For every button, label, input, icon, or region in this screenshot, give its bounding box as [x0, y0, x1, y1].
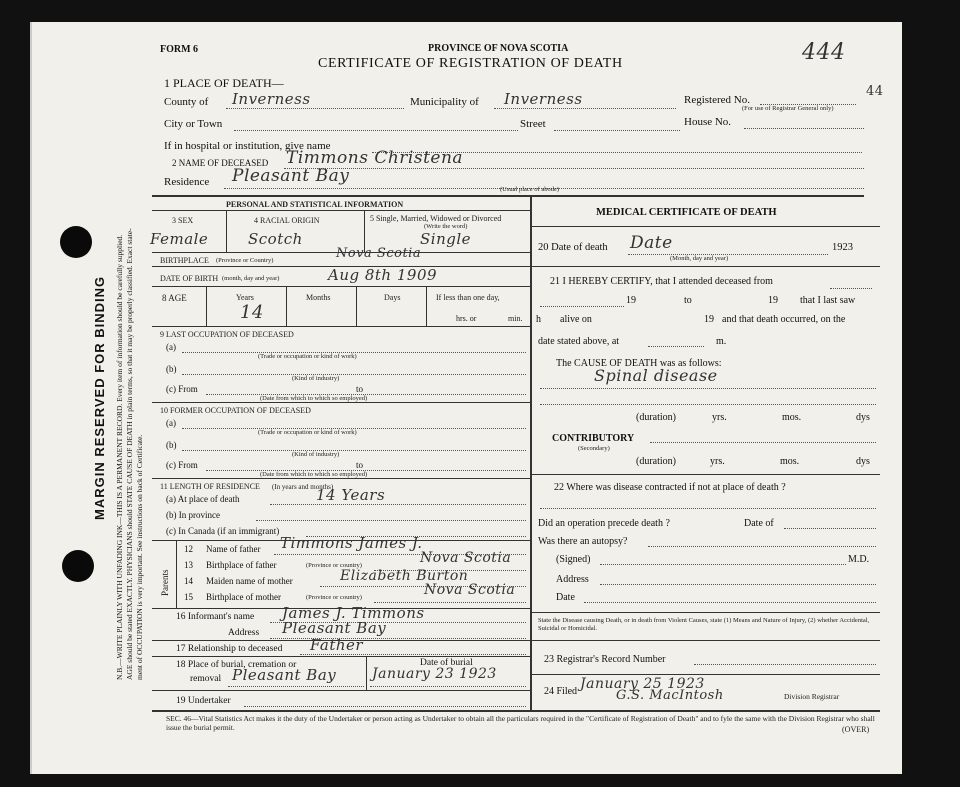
burial-label-1: 18 Place of burial, cremation or: [176, 660, 297, 670]
last-occ-to: to: [356, 384, 364, 394]
birthplace-label: BIRTHPLACE: [160, 256, 209, 265]
county-label: County of: [164, 96, 209, 108]
burial-place-value: Pleasant Bay: [232, 666, 337, 684]
birthplace-value: Nova Scotia: [336, 246, 422, 261]
father-name-label: Name of father: [206, 544, 261, 554]
margin-binding-label: MARGIN RESERVED FOR BINDING: [92, 275, 107, 520]
former-occ-trade-note: (Trade or occupation or kind of work): [258, 429, 357, 436]
md-label: M.D.: [848, 554, 870, 565]
certificate-number: 444: [802, 40, 846, 65]
mother-birth-note: (Province or country): [306, 594, 362, 601]
marital-value: Single: [420, 230, 472, 248]
burial-label-2: removal: [190, 674, 222, 684]
cause-dys: dys: [856, 412, 870, 423]
mother-name-label: Maiden name of mother: [206, 576, 293, 586]
residence-at-place-label: (a) At place of death: [166, 494, 240, 504]
burial-date-label: Date of burial: [420, 658, 473, 668]
marital-note: (Write the word): [424, 223, 468, 230]
father-birth-note: (Province or country): [306, 562, 362, 569]
last-occ-trade-note: (Trade or occupation or kind of work): [258, 353, 357, 360]
cause-duration: (duration): [636, 412, 676, 423]
certificate-title: CERTIFICATE OF REGISTRATION OF DEATH: [318, 56, 623, 71]
cert-19b: 19: [768, 295, 778, 306]
cert-19a: 19: [626, 295, 636, 306]
cert-last-saw: that I last saw: [800, 295, 856, 306]
margin-note-3: ment of OCCUPATION is very important. See instructions on back of Certificate.: [135, 434, 144, 680]
burial-date-value: January 23 1923: [372, 666, 497, 682]
informant-address-label: Address: [228, 628, 260, 638]
num-14: 14: [184, 576, 193, 586]
num-13: 13: [184, 560, 193, 570]
dob-note: (month, day and year): [222, 275, 280, 282]
dob-label: DATE OF BIRTH: [160, 274, 219, 283]
dob-value: Aug 8th 1909: [328, 266, 438, 284]
residence-length-note: (In years and months): [272, 483, 334, 491]
filed-value: January 25 1923: [580, 676, 705, 692]
less-day-label: If less than one day,: [436, 293, 500, 302]
former-occ-b: (b): [166, 440, 177, 450]
county-value: Inverness: [232, 90, 311, 108]
contributory-label: CONTRIBUTORY: [552, 433, 635, 444]
binding-hole-bottom: [62, 550, 94, 582]
cert-m: m.: [716, 336, 727, 347]
medical-address-label: Address: [556, 574, 589, 585]
cert-stated: date stated above, at: [538, 336, 620, 347]
record-number-label: 23 Registrar's Record Number: [544, 654, 666, 665]
mother-birth-label: Birthplace of mother: [206, 592, 281, 602]
cert-19c: 19: [704, 314, 714, 325]
racial-label: 4 RACIAL ORIGIN: [254, 216, 320, 225]
residence-canada-label: (c) In Canada (if an immigrant): [166, 526, 280, 536]
last-occ-b: (b): [166, 364, 177, 374]
informant-name-label: 16 Informant's name: [176, 612, 255, 622]
registered-note: (For use of Registrar General only): [742, 105, 834, 112]
medical-date-label: Date: [556, 592, 575, 603]
months-label: Months: [306, 293, 331, 302]
father-birth-label: Birthplace of father: [206, 560, 277, 570]
mother-name-value: Elizabeth Burton: [340, 568, 469, 584]
residence-value: Pleasant Bay: [232, 166, 350, 186]
cause-yrs: yrs.: [712, 412, 727, 423]
registrar-signature: G.S. MacIntosh: [616, 688, 724, 703]
contrib-mos: mos.: [780, 456, 800, 467]
city-label: City or Town: [164, 118, 223, 130]
former-occ-from: (c) From: [166, 460, 198, 470]
footer-over: (OVER): [842, 725, 870, 734]
certify-label: 21 I HEREBY CERTIFY, that I attended deceased from: [550, 276, 773, 287]
last-occ-industry-note: (Kind of industry): [292, 375, 340, 382]
autopsy-label: Was there an autopsy?: [538, 536, 628, 547]
filed-label: 24 Filed: [544, 686, 578, 697]
years-value: 14: [240, 302, 264, 323]
residence-length-label: 11 LENGTH OF RESIDENCE: [160, 482, 260, 491]
contrib-duration: (duration): [636, 456, 676, 467]
sex-value: Female: [150, 230, 209, 248]
margin-note-1: N.B.—WRITE PLAINLY WITH UNFADING INK—THIS IS A PERMANENT RECORD. Every item of information should be carefully supplied.: [115, 234, 124, 680]
personal-heading: PERSONAL AND STATISTICAL INFORMATION: [226, 200, 404, 209]
last-occupation-label: 9 LAST OCCUPATION OF DECEASED: [160, 330, 294, 339]
former-occupation-label: 10 FORMER OCCUPATION OF DECEASED: [160, 406, 311, 415]
contrib-dys: dys: [856, 456, 870, 467]
former-occ-date-note: (Date from which to which so employed): [260, 471, 368, 478]
footer-section-46: SEC. 46—Vital Statistics Act makes it the duty of the Undertaker or person acting as Undertaker to obtain all the particulars required in the "Certificate of Registration of Death" and to fyle the same with the Division Registrar who shall issue the burial permit.: [166, 714, 875, 732]
house-label: House No.: [684, 116, 732, 128]
last-occ-a: (a): [166, 342, 176, 352]
last-occ-from: (c) From: [166, 384, 198, 394]
death-date-year: 1923: [832, 242, 853, 253]
residence-province-label: (b) In province: [166, 510, 220, 520]
registered-label: Registered No.: [684, 94, 750, 106]
cause-label: The CAUSE OF DEATH was as follows:: [556, 358, 722, 369]
operation-date-label: Date of: [744, 518, 774, 529]
residence-label: Residence: [164, 176, 210, 188]
relationship-label: 17 Relationship to deceased: [176, 644, 283, 654]
division-registrar-label: Division Registrar: [784, 692, 840, 701]
cert-occurred: and that death occurred, on the: [722, 314, 846, 325]
years-label: Years: [236, 293, 254, 302]
cert-h: h: [536, 314, 541, 325]
parents-side-label: Parents: [160, 569, 170, 596]
sex-label: 3 SEX: [172, 216, 194, 225]
birthplace-note: (Province or Country): [216, 257, 274, 264]
father-birth-value: Nova Scotia: [420, 550, 512, 566]
municipality-label: Municipality of: [410, 96, 479, 108]
racial-value: Scotch: [248, 230, 303, 248]
undertaker-label: 19 Undertaker: [176, 696, 231, 706]
deceased-name-value: Timmons Christena: [286, 148, 464, 168]
secondary-label: (Secondary): [578, 445, 610, 452]
death-date-value: Date: [630, 233, 673, 253]
hospital-label: If in hospital or institution, give name: [164, 140, 331, 152]
days-label: Days: [384, 293, 401, 302]
edge-number: 44: [866, 84, 884, 99]
father-name-value: Timmons James J.: [280, 534, 423, 552]
cause-value: Spinal disease: [594, 366, 718, 385]
binding-hole-top: [60, 226, 92, 258]
province-title: PROVINCE OF NOVA SCOTIA: [428, 43, 569, 54]
former-occ-to: to: [356, 460, 364, 470]
violent-causes-note: State the Disease causing Death, or in death from Violent Causes, state (1) Means and Nature of Injury, (2) whether Accidental, Suicidal or Homicidal.: [538, 617, 870, 632]
medical-heading: MEDICAL CERTIFICATE OF DEATH: [596, 207, 777, 218]
mother-birth-value: Nova Scotia: [424, 582, 516, 598]
age-label: 8 AGE: [162, 293, 187, 303]
residence-at-place-value: 14 Years: [316, 486, 386, 504]
informant-address-value: Pleasant Bay: [282, 619, 387, 637]
cert-alive-on: alive on: [560, 314, 592, 325]
residence-note: (Usual place of abode): [500, 186, 560, 193]
last-occ-date-note: (Date from which to which so employed): [260, 395, 368, 402]
operation-label: Did an operation precede death ?: [538, 518, 670, 529]
place-of-death-label: 1 PLACE OF DEATH—: [164, 76, 284, 90]
num-15: 15: [184, 592, 193, 602]
signed-label: (Signed): [556, 554, 591, 565]
hrs-label: hrs. or: [456, 314, 477, 323]
cert-to: to: [684, 295, 692, 306]
informant-name-value: James J. Timmons: [282, 604, 425, 622]
former-occ-a: (a): [166, 418, 176, 428]
street-label: Street: [520, 118, 546, 130]
municipality-value: Inverness: [504, 90, 583, 108]
marital-label: 5 Single, Married, Widowed or Divorced: [370, 214, 502, 223]
num-12: 12: [184, 544, 193, 554]
contrib-yrs: yrs.: [710, 456, 725, 467]
relationship-value: Father: [310, 636, 364, 654]
margin-note-2: AGE should be stated EXACTLY. PHYSICIANS should STATE CAUSE OF DEATH in plain terms, so that it may be properly classified. Exact state-: [125, 228, 134, 680]
cause-mos: mos.: [782, 412, 802, 423]
death-date-label: 20 Date of death: [538, 242, 608, 253]
death-date-note: (Month, day and year): [670, 255, 729, 262]
former-occ-industry-note: (Kind of industry): [292, 451, 340, 458]
min-label: min.: [508, 314, 523, 323]
contracted-label: 22 Where was disease contracted if not at place of death ?: [554, 482, 786, 493]
form-number: FORM 6: [160, 44, 199, 55]
deceased-name-label: 2 NAME OF DECEASED: [172, 158, 269, 168]
